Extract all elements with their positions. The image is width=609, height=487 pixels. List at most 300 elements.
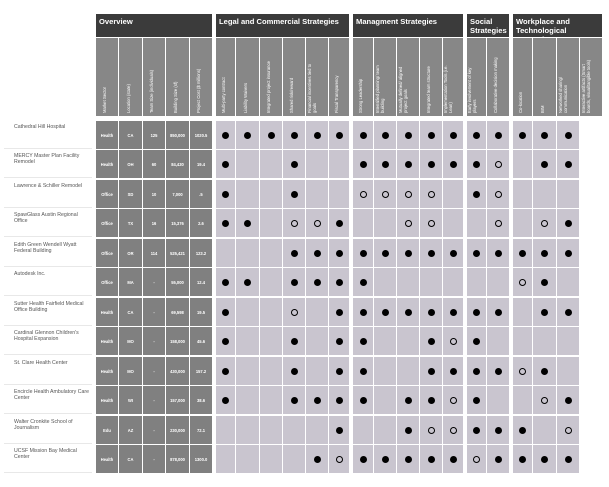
- filled-circle-marker: [268, 132, 275, 139]
- strategy-cell: [533, 150, 556, 178]
- strategy-cell: [513, 386, 532, 414]
- filled-circle-marker: [405, 250, 412, 257]
- strategy-cell: [374, 327, 396, 355]
- column-header-label: Mutually defined/ aligned project goals: [398, 66, 408, 113]
- strategy-cell: [329, 298, 349, 326]
- filled-circle-marker: [291, 279, 298, 286]
- strategy-cell: [374, 445, 396, 473]
- strategy-cell: [443, 268, 463, 296]
- filled-circle-marker: [360, 338, 367, 345]
- overview-cell-state: SD: [119, 180, 142, 208]
- filled-circle-marker: [405, 161, 412, 168]
- strategy-cell: [216, 327, 235, 355]
- strategy-cell: [557, 416, 579, 444]
- strategy-cell: [306, 298, 328, 326]
- strategy-cell: [513, 121, 532, 149]
- overview-cell-size: 15,376: [166, 209, 189, 237]
- filled-circle-marker: [291, 132, 298, 139]
- filled-circle-marker: [473, 397, 480, 404]
- strategy-cell: [236, 268, 259, 296]
- strategy-cell: [374, 386, 396, 414]
- overview-cell-cost: 19.5: [190, 298, 212, 326]
- strategy-cell: [236, 180, 259, 208]
- project-name: Walter Cronkite School of Journalism: [4, 416, 92, 444]
- strategy-cell: [397, 121, 419, 149]
- strategy-cell: [533, 209, 556, 237]
- strategy-cell: [236, 327, 259, 355]
- filled-circle-marker: [473, 368, 480, 375]
- filled-circle-marker: [565, 397, 572, 404]
- column-header: [467, 38, 486, 116]
- strategy-cell: [533, 180, 556, 208]
- strategy-cell: [353, 327, 373, 355]
- strategy-cell: [260, 121, 282, 149]
- filled-circle-marker: [360, 250, 367, 257]
- filled-circle-marker: [495, 132, 502, 139]
- filled-circle-marker: [336, 397, 343, 404]
- column-header: [283, 38, 305, 116]
- overview-cell-sector: Health: [96, 327, 118, 355]
- filled-circle-marker: [450, 250, 457, 257]
- overview-cell-state: CA: [119, 445, 142, 473]
- strategy-cell: [374, 298, 396, 326]
- filled-circle-marker: [314, 279, 321, 286]
- filled-circle-marker: [428, 132, 435, 139]
- filled-circle-marker: [291, 368, 298, 375]
- strategy-cell: [420, 209, 442, 237]
- strategy-cell: [329, 209, 349, 237]
- filled-circle-marker: [291, 191, 298, 198]
- overview-cell-size: 230,000: [166, 416, 189, 444]
- overview-cell-size: 878,000: [166, 445, 189, 473]
- strategy-cell: [374, 209, 396, 237]
- overview-cell-cost: 123.2: [190, 239, 212, 267]
- column-header: [513, 38, 532, 116]
- strategy-cell: [467, 239, 486, 267]
- filled-circle-marker: [291, 338, 298, 345]
- strategy-cell: [353, 180, 373, 208]
- strategy-cell: [420, 327, 442, 355]
- strategy-cell: [306, 327, 328, 355]
- project-name: Autodesk Inc.: [4, 268, 92, 296]
- overview-cell-team: -: [143, 445, 165, 473]
- strategy-cell: [420, 445, 442, 473]
- strategy-cell: [353, 239, 373, 267]
- filled-circle-marker: [222, 220, 229, 227]
- overview-cell-sector: Office: [96, 268, 118, 296]
- strategy-cell: [467, 180, 486, 208]
- strategy-cell: [557, 445, 579, 473]
- filled-circle-marker: [473, 427, 480, 434]
- strategy-cell: [283, 239, 305, 267]
- filled-circle-marker: [314, 456, 321, 463]
- strategy-cell: [283, 386, 305, 414]
- filled-circle-marker: [336, 220, 343, 227]
- strategy-cell: [260, 416, 282, 444]
- strategy-cell: [260, 150, 282, 178]
- filled-circle-marker: [428, 161, 435, 168]
- open-circle-marker: [291, 309, 298, 316]
- strategy-cell: [260, 298, 282, 326]
- strategy-cell: [397, 180, 419, 208]
- column-header: [374, 38, 396, 116]
- filled-circle-marker: [382, 161, 389, 168]
- filled-circle-marker: [405, 427, 412, 434]
- filled-circle-marker: [382, 309, 389, 316]
- filled-circle-marker: [222, 397, 229, 404]
- overview-cell-size: 7,000: [166, 180, 189, 208]
- strategy-cell: [397, 150, 419, 178]
- strategy-cell: [513, 445, 532, 473]
- strategy-cell: [533, 327, 556, 355]
- strategy-cell: [420, 268, 442, 296]
- filled-circle-marker: [360, 309, 367, 316]
- strategy-cell: [374, 121, 396, 149]
- open-circle-marker: [565, 427, 572, 434]
- filled-circle-marker: [565, 309, 572, 316]
- overview-cell-size: 157,000: [166, 386, 189, 414]
- strategy-cell: [260, 268, 282, 296]
- strategy-cell: [397, 268, 419, 296]
- overview-cell-state: WI: [119, 386, 142, 414]
- strategy-cell: [329, 150, 349, 178]
- strategy-cell: [306, 386, 328, 414]
- strategy-cell: [467, 150, 486, 178]
- overview-cell-team: -: [143, 416, 165, 444]
- project-name: SpawGlass Austin Regional Office: [4, 209, 92, 237]
- column-header: [236, 38, 259, 116]
- column-header-label: Co-location: [517, 91, 523, 113]
- overview-cell-sector: Health: [96, 150, 118, 178]
- strategy-cell: [306, 268, 328, 296]
- strategy-cell: [236, 445, 259, 473]
- strategy-cell: [374, 416, 396, 444]
- open-circle-marker: [336, 456, 343, 463]
- strategy-cell: [283, 298, 305, 326]
- strategy-cell: [329, 416, 349, 444]
- filled-circle-marker: [473, 309, 480, 316]
- strategy-cell: [420, 180, 442, 208]
- strategy-cell: [533, 386, 556, 414]
- overview-cell-size: 84,430: [166, 150, 189, 178]
- filled-circle-marker: [360, 456, 367, 463]
- filled-circle-marker: [405, 456, 412, 463]
- column-header: [443, 38, 463, 116]
- strategy-cell: [420, 416, 442, 444]
- strategy-cell: [420, 239, 442, 267]
- group-header: Social Strategies: [467, 14, 509, 37]
- strategy-cell: [260, 239, 282, 267]
- strategy-cell: [533, 298, 556, 326]
- project-name: St. Clare Health Center: [4, 357, 92, 385]
- column-header: [420, 38, 442, 116]
- strategy-cell: [353, 386, 373, 414]
- filled-circle-marker: [428, 338, 435, 345]
- strategy-cell: [216, 298, 235, 326]
- filled-circle-marker: [222, 279, 229, 286]
- column-header-label: Collaborative decision making: [493, 57, 498, 113]
- strategy-cell: [329, 180, 349, 208]
- project-name: Cathedral Hill Hospital: [4, 121, 92, 149]
- filled-circle-marker: [565, 161, 572, 168]
- strategy-cell: [557, 357, 579, 385]
- strategy-cell: [216, 150, 235, 178]
- strategy-cell: [374, 357, 396, 385]
- filled-circle-marker: [473, 161, 480, 168]
- filled-circle-marker: [222, 338, 229, 345]
- strategy-cell: [329, 386, 349, 414]
- column-header: [260, 38, 282, 116]
- filled-circle-marker: [291, 397, 298, 404]
- project-name: Cardinal Glennon Children's Hospital Expansion: [4, 327, 92, 355]
- column-header: [119, 38, 142, 116]
- filled-circle-marker: [541, 456, 548, 463]
- filled-circle-marker: [473, 338, 480, 345]
- column-header: [329, 38, 349, 116]
- strategy-cell: [487, 209, 509, 237]
- strategy-cell: [397, 416, 419, 444]
- strategy-cell: [306, 357, 328, 385]
- strategy-cell: [533, 416, 556, 444]
- column-header: [580, 38, 602, 116]
- strategy-cell: [329, 239, 349, 267]
- column-header-label: Interactive artifacts (Smart boards, visual/tangible tools): [581, 59, 591, 113]
- strategy-cell: [557, 298, 579, 326]
- filled-circle-marker: [336, 338, 343, 345]
- column-header: [190, 38, 212, 116]
- overview-cell-team: 10: [143, 180, 165, 208]
- overview-cell-size: 158,000: [166, 327, 189, 355]
- strategy-cell: [260, 357, 282, 385]
- overview-cell-sector: Health: [96, 445, 118, 473]
- strategy-cell: [443, 239, 463, 267]
- strategy-cell: [513, 150, 532, 178]
- filled-circle-marker: [541, 161, 548, 168]
- project-name: Lawrence & Schiller Remodel: [4, 180, 92, 208]
- strategy-cell: [216, 268, 235, 296]
- project-name: Edith Green Wendell Wyatt Federal Building: [4, 239, 92, 267]
- strategy-cell: [283, 327, 305, 355]
- filled-circle-marker: [519, 250, 526, 257]
- strategy-cell: [283, 209, 305, 237]
- filled-circle-marker: [450, 161, 457, 168]
- filled-circle-marker: [382, 250, 389, 257]
- filled-circle-marker: [222, 309, 229, 316]
- strategy-cell: [557, 180, 579, 208]
- column-header-label: Market Sector: [102, 86, 107, 113]
- strategy-cell: [329, 121, 349, 149]
- strategy-cell: [306, 239, 328, 267]
- open-circle-marker: [519, 368, 526, 375]
- strategy-cell: [443, 445, 463, 473]
- overview-cell-cost: 72.1: [190, 416, 212, 444]
- open-circle-marker: [495, 191, 502, 198]
- strategy-cell: [260, 209, 282, 237]
- filled-circle-marker: [222, 191, 229, 198]
- strategy-cell: [533, 239, 556, 267]
- column-header: [353, 38, 373, 116]
- column-header: [487, 38, 509, 116]
- strategy-cell: [216, 386, 235, 414]
- strategy-cell: [374, 150, 396, 178]
- strategy-cell: [487, 386, 509, 414]
- strategy-cell: [467, 121, 486, 149]
- overview-cell-state: TX: [119, 209, 142, 237]
- strategy-cell: [557, 268, 579, 296]
- strategy-cell: [487, 268, 509, 296]
- strategy-cell: [236, 121, 259, 149]
- open-circle-marker: [450, 427, 457, 434]
- column-header: [96, 38, 118, 116]
- open-circle-marker: [382, 191, 389, 198]
- strategy-cell: [306, 209, 328, 237]
- filled-circle-marker: [360, 397, 367, 404]
- overview-cell-size: 69,598: [166, 298, 189, 326]
- filled-circle-marker: [541, 132, 548, 139]
- project-name: Encircle Health Ambulatory Care Center: [4, 386, 92, 414]
- strategy-cell: [487, 298, 509, 326]
- strategy-cell: [353, 416, 373, 444]
- strategy-cell: [329, 268, 349, 296]
- strategy-cell: [467, 327, 486, 355]
- strategy-cell: [216, 445, 235, 473]
- open-circle-marker: [541, 220, 548, 227]
- overview-cell-team: -: [143, 357, 165, 385]
- filled-circle-marker: [473, 132, 480, 139]
- strategy-cell: [557, 121, 579, 149]
- strategy-cell: [283, 357, 305, 385]
- overview-cell-cost: 19.4: [190, 150, 212, 178]
- filled-circle-marker: [382, 456, 389, 463]
- overview-cell-team: -: [143, 298, 165, 326]
- column-header-label: Integrated team structure: [426, 66, 431, 113]
- strategy-cell: [487, 357, 509, 385]
- project-name: MERCY Master Plan Facility Remodel: [4, 150, 92, 178]
- strategy-cell: [443, 150, 463, 178]
- overview-cell-state: AZ: [119, 416, 142, 444]
- strategy-cell: [353, 445, 373, 473]
- strategy-cell: [216, 121, 235, 149]
- filled-circle-marker: [428, 250, 435, 257]
- filled-circle-marker: [428, 368, 435, 375]
- strategy-cell: [557, 150, 579, 178]
- filled-circle-marker: [541, 250, 548, 257]
- strategy-cell: [236, 416, 259, 444]
- filled-circle-marker: [336, 309, 343, 316]
- column-header: [143, 38, 165, 116]
- overview-cell-team: 60: [143, 150, 165, 178]
- strategy-cell: [283, 416, 305, 444]
- filled-circle-marker: [222, 132, 229, 139]
- filled-circle-marker: [336, 279, 343, 286]
- overview-cell-cost: 12.4: [190, 268, 212, 296]
- filled-circle-marker: [495, 427, 502, 434]
- overview-cell-state: OR: [119, 239, 142, 267]
- overview-cell-sector: Health: [96, 357, 118, 385]
- strategy-cell: [353, 298, 373, 326]
- strategy-cell: [487, 445, 509, 473]
- strategy-cell: [513, 416, 532, 444]
- overview-cell-team: -: [143, 327, 165, 355]
- overview-cell-cost: 38.6: [190, 386, 212, 414]
- filled-circle-marker: [473, 191, 480, 198]
- column-header-label: Implementation Tools (i.e. Lean): [443, 65, 453, 113]
- project-name: UCSF Mission Bay Medical Center: [4, 445, 92, 473]
- strategy-cell: [397, 239, 419, 267]
- open-circle-marker: [405, 191, 412, 198]
- column-header-label: Early involvement of key players: [466, 67, 477, 113]
- strategy-cell: [353, 121, 373, 149]
- overview-cell-state: CA: [119, 121, 142, 149]
- overview-cell-size: 850,000: [166, 121, 189, 149]
- group-header: Legal and Commercial Strategies: [216, 14, 349, 37]
- strategy-cell: [513, 268, 532, 296]
- filled-circle-marker: [450, 309, 457, 316]
- strategy-cell: [353, 357, 373, 385]
- overview-cell-size: 430,000: [166, 357, 189, 385]
- strategy-cell: [353, 150, 373, 178]
- strategy-cell: [443, 298, 463, 326]
- strategy-cell: [557, 239, 579, 267]
- strategy-cell: [467, 445, 486, 473]
- filled-circle-marker: [360, 279, 367, 286]
- open-circle-marker: [428, 427, 435, 434]
- strategy-cell: [487, 239, 509, 267]
- filled-circle-marker: [495, 368, 502, 375]
- overview-cell-team: -: [143, 268, 165, 296]
- strategy-cell: [443, 386, 463, 414]
- filled-circle-marker: [405, 397, 412, 404]
- column-header: [557, 38, 579, 116]
- strategy-cell: [513, 357, 532, 385]
- strategy-cell: [420, 386, 442, 414]
- filled-circle-marker: [541, 368, 548, 375]
- open-circle-marker: [495, 220, 502, 227]
- open-circle-marker: [473, 456, 480, 463]
- strategy-cell: [420, 298, 442, 326]
- strategy-cell: [283, 268, 305, 296]
- strategy-cell: [557, 386, 579, 414]
- strategy-cell: [329, 327, 349, 355]
- filled-circle-marker: [473, 250, 480, 257]
- overview-cell-sector: Edu: [96, 416, 118, 444]
- filled-circle-marker: [450, 132, 457, 139]
- open-circle-marker: [428, 191, 435, 198]
- strategy-cell: [306, 445, 328, 473]
- strategy-cell: [487, 180, 509, 208]
- strategy-cell: [443, 209, 463, 237]
- strategy-cell: [443, 327, 463, 355]
- filled-circle-marker: [336, 132, 343, 139]
- strategy-cell: [513, 298, 532, 326]
- strategy-cell: [353, 268, 373, 296]
- filled-circle-marker: [314, 132, 321, 139]
- strategy-cell: [487, 121, 509, 149]
- column-header-label: Strong Leadership: [358, 78, 363, 113]
- strategy-cell: [443, 121, 463, 149]
- filled-circle-marker: [495, 309, 502, 316]
- filled-circle-marker: [360, 161, 367, 168]
- open-circle-marker: [495, 161, 502, 168]
- strategy-cell: [260, 386, 282, 414]
- strategy-cell: [443, 357, 463, 385]
- overview-cell-team: 114: [143, 239, 165, 267]
- overview-cell-state: MO: [119, 357, 142, 385]
- strategy-cell: [397, 327, 419, 355]
- open-circle-marker: [405, 220, 412, 227]
- overview-cell-sector: Office: [96, 239, 118, 267]
- strategy-cell: [216, 416, 235, 444]
